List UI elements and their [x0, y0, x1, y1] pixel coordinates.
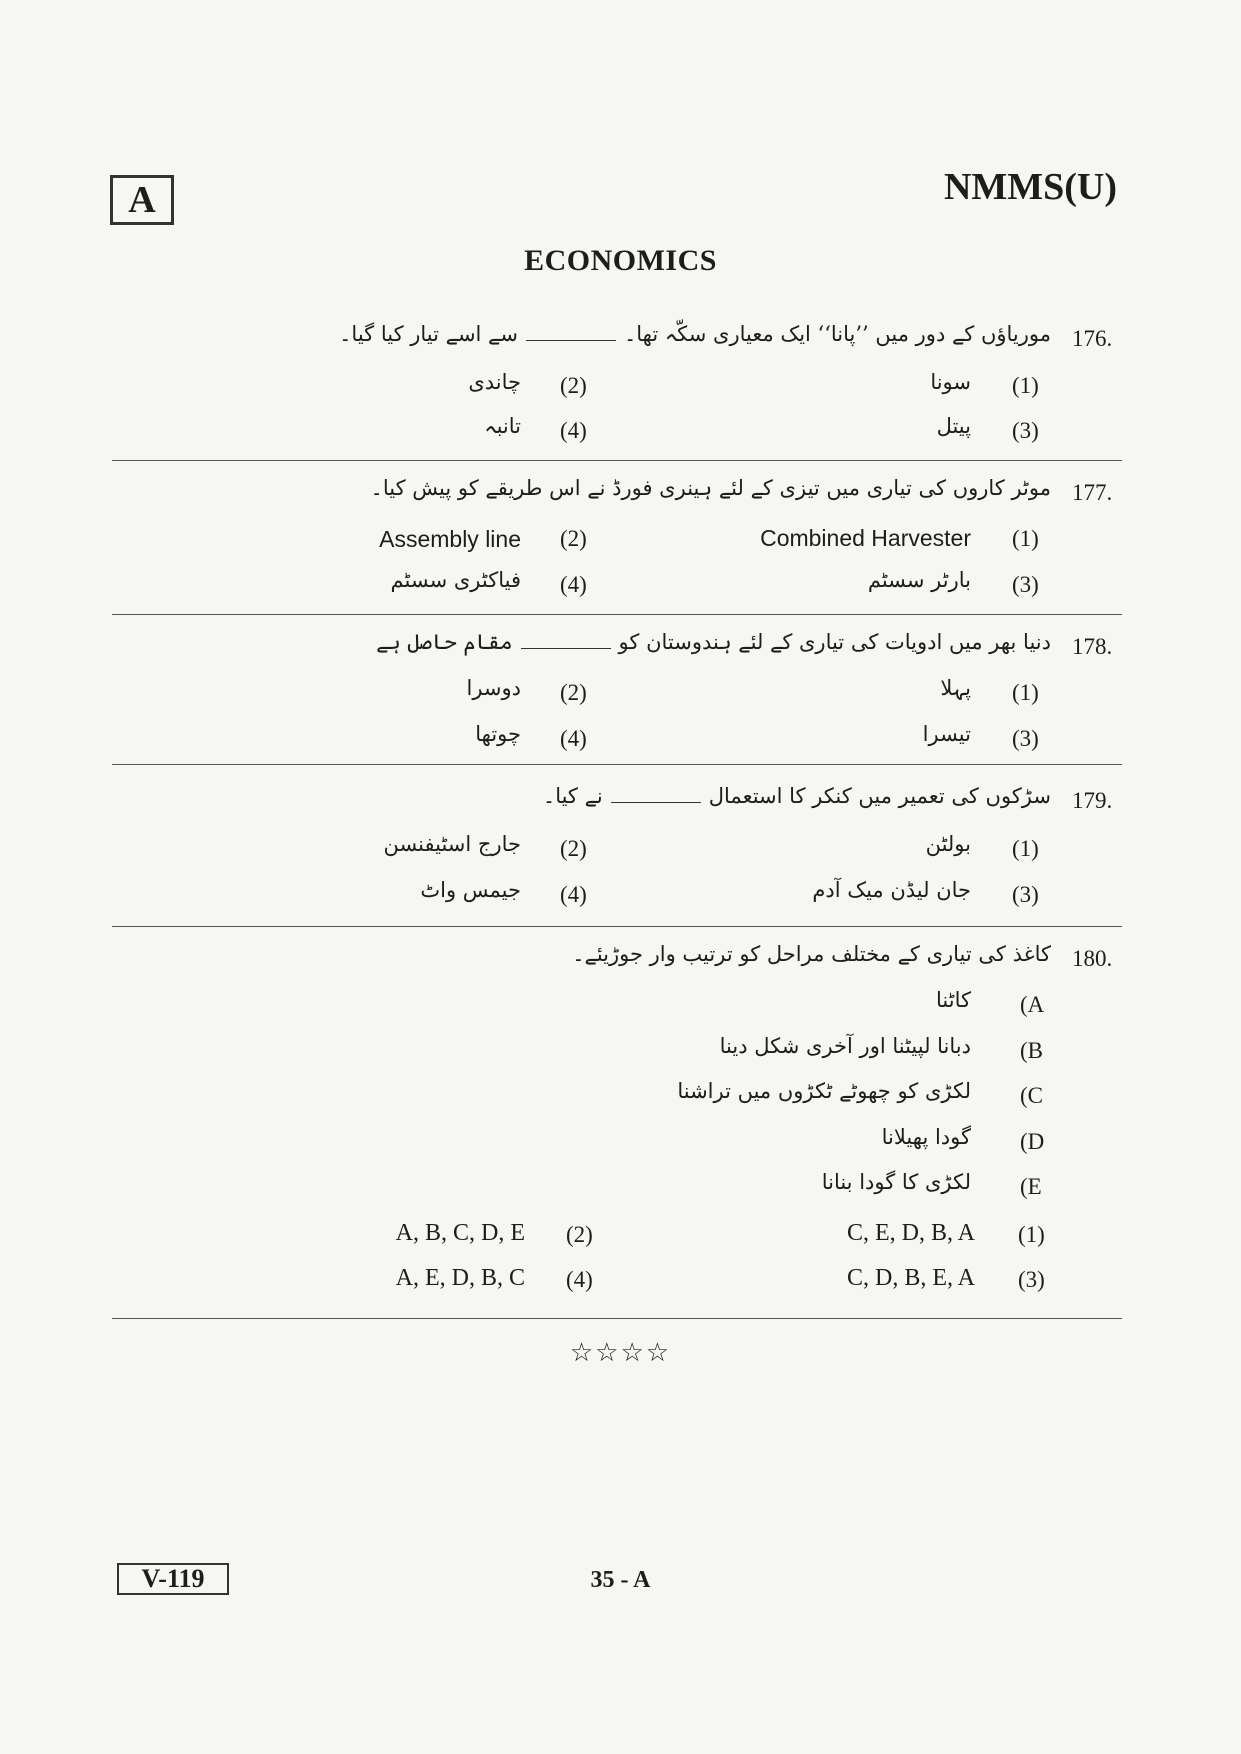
question-number: 179. [1072, 788, 1113, 813]
set-code-box: A [110, 175, 174, 225]
option-number: (3) [1018, 1267, 1045, 1292]
option-text: A, E, D, B, C [395, 1265, 525, 1291]
item-text: لکڑی کا گودا بنانا [821, 1170, 971, 1194]
question-stem [376, 630, 1051, 654]
option-text: تانبہ [484, 414, 521, 438]
option-text: چاندی [468, 370, 521, 394]
answer-blank [521, 648, 611, 649]
item-text: کاٹنا [936, 988, 971, 1012]
option-text: جان لیڈن میک آدم [812, 878, 971, 902]
stem-part: سڑکوں کی تعمیر میں کنکر کا استعمال [708, 784, 1051, 808]
option-number: (2) [560, 836, 587, 861]
option-number: (2) [560, 373, 587, 398]
stem-part: سے اسے تیار کیا گیا۔ [339, 322, 518, 346]
page-number: 35 - A [590, 1567, 651, 1593]
option-text: پہلا [940, 676, 971, 700]
option-text: C, E, D, B, A [846, 1220, 975, 1246]
option-number: (3) [1012, 726, 1039, 751]
question-number: 178. [1072, 634, 1113, 659]
option-text: دوسرا [466, 676, 521, 700]
option-number: (1) [1012, 526, 1039, 551]
option-text: Assembly line [379, 526, 521, 552]
option-number: (1) [1012, 373, 1039, 398]
item-label: (A [1020, 992, 1045, 1017]
option-number: (1) [1012, 680, 1039, 705]
answer-blank [611, 802, 701, 803]
option-number: (2) [566, 1222, 593, 1247]
stem-part: دنیا بھر میں ادویات کی تیاری کے لئے ہندوستان کو [618, 630, 1051, 654]
option-text: چوتھا [475, 722, 521, 746]
booklet-code-box: V-119 [117, 1563, 229, 1595]
section-title: ECONOMICS [524, 244, 717, 277]
question-divider [112, 614, 1122, 615]
exam-code: NMMS(U) [943, 166, 1117, 208]
question-number: 180. [1072, 946, 1113, 971]
option-number: (2) [560, 680, 587, 705]
option-number: (3) [1012, 572, 1039, 597]
option-text: جارج اسٹیفنسن [383, 832, 521, 856]
option-number: (4) [566, 1267, 593, 1292]
option-text: پیتل [936, 414, 971, 438]
stem-part: موریاؤں کے دور میں ’’پانا‘‘ ایک معیاری سکّہ تھا۔ [623, 322, 1051, 346]
option-text: بولٹن [925, 832, 971, 856]
item-label: (C [1020, 1083, 1043, 1108]
end-stars: ☆☆☆☆ [569, 1338, 672, 1368]
option-text: Combined Harvester [760, 525, 971, 551]
option-number: (4) [560, 882, 587, 907]
question-stem [543, 784, 1051, 808]
option-text: فیاکٹری سسٹم [390, 568, 521, 592]
question-stem: موٹر کاروں کی تیاری میں تیزی کے لئے ہینری فورڈ نے اس طریقے کو پیش کیا۔ [370, 476, 1051, 500]
option-number: (1) [1018, 1222, 1045, 1247]
option-text: جیمس واٹ [420, 878, 521, 902]
option-number: (4) [560, 572, 587, 597]
answer-blank [526, 340, 616, 341]
question-number: 176. [1072, 326, 1113, 351]
item-text: دبانا لپیٹنا اور آخری شکل دینا [719, 1034, 971, 1058]
item-text: لکڑی کو چھوٹے ٹکڑوں میں تراشنا [677, 1079, 971, 1103]
option-number: (4) [560, 726, 587, 751]
question-number: 177. [1072, 480, 1113, 505]
stem-part: مقام حاصل ہے [376, 630, 513, 654]
item-label: (B [1020, 1038, 1043, 1063]
question-divider [112, 926, 1122, 927]
option-text: تیسرا [922, 722, 971, 746]
item-text: گودا پھیلانا [881, 1125, 971, 1149]
option-number: (1) [1012, 836, 1039, 861]
option-text: بارٹر سسٹم [867, 568, 971, 592]
option-number: (3) [1012, 882, 1039, 907]
question-stem [339, 322, 1051, 346]
option-text: C, D, B, E, A [846, 1265, 975, 1291]
option-number: (4) [560, 418, 587, 443]
option-number: (3) [1012, 418, 1039, 443]
question-divider [112, 460, 1122, 461]
question-stem: کاغذ کی تیاری کے مختلف مراحل کو ترتیب وار جوڑیئے۔ [572, 942, 1051, 966]
item-label: (D [1020, 1129, 1045, 1154]
stem-part: نے کیا۔ [542, 784, 603, 808]
question-divider [112, 764, 1122, 765]
option-number: (2) [560, 526, 587, 551]
section-end-divider [112, 1318, 1122, 1319]
item-label: (E [1020, 1174, 1042, 1199]
option-text: A, B, C, D, E [395, 1220, 525, 1246]
option-text: سونا [930, 370, 971, 394]
